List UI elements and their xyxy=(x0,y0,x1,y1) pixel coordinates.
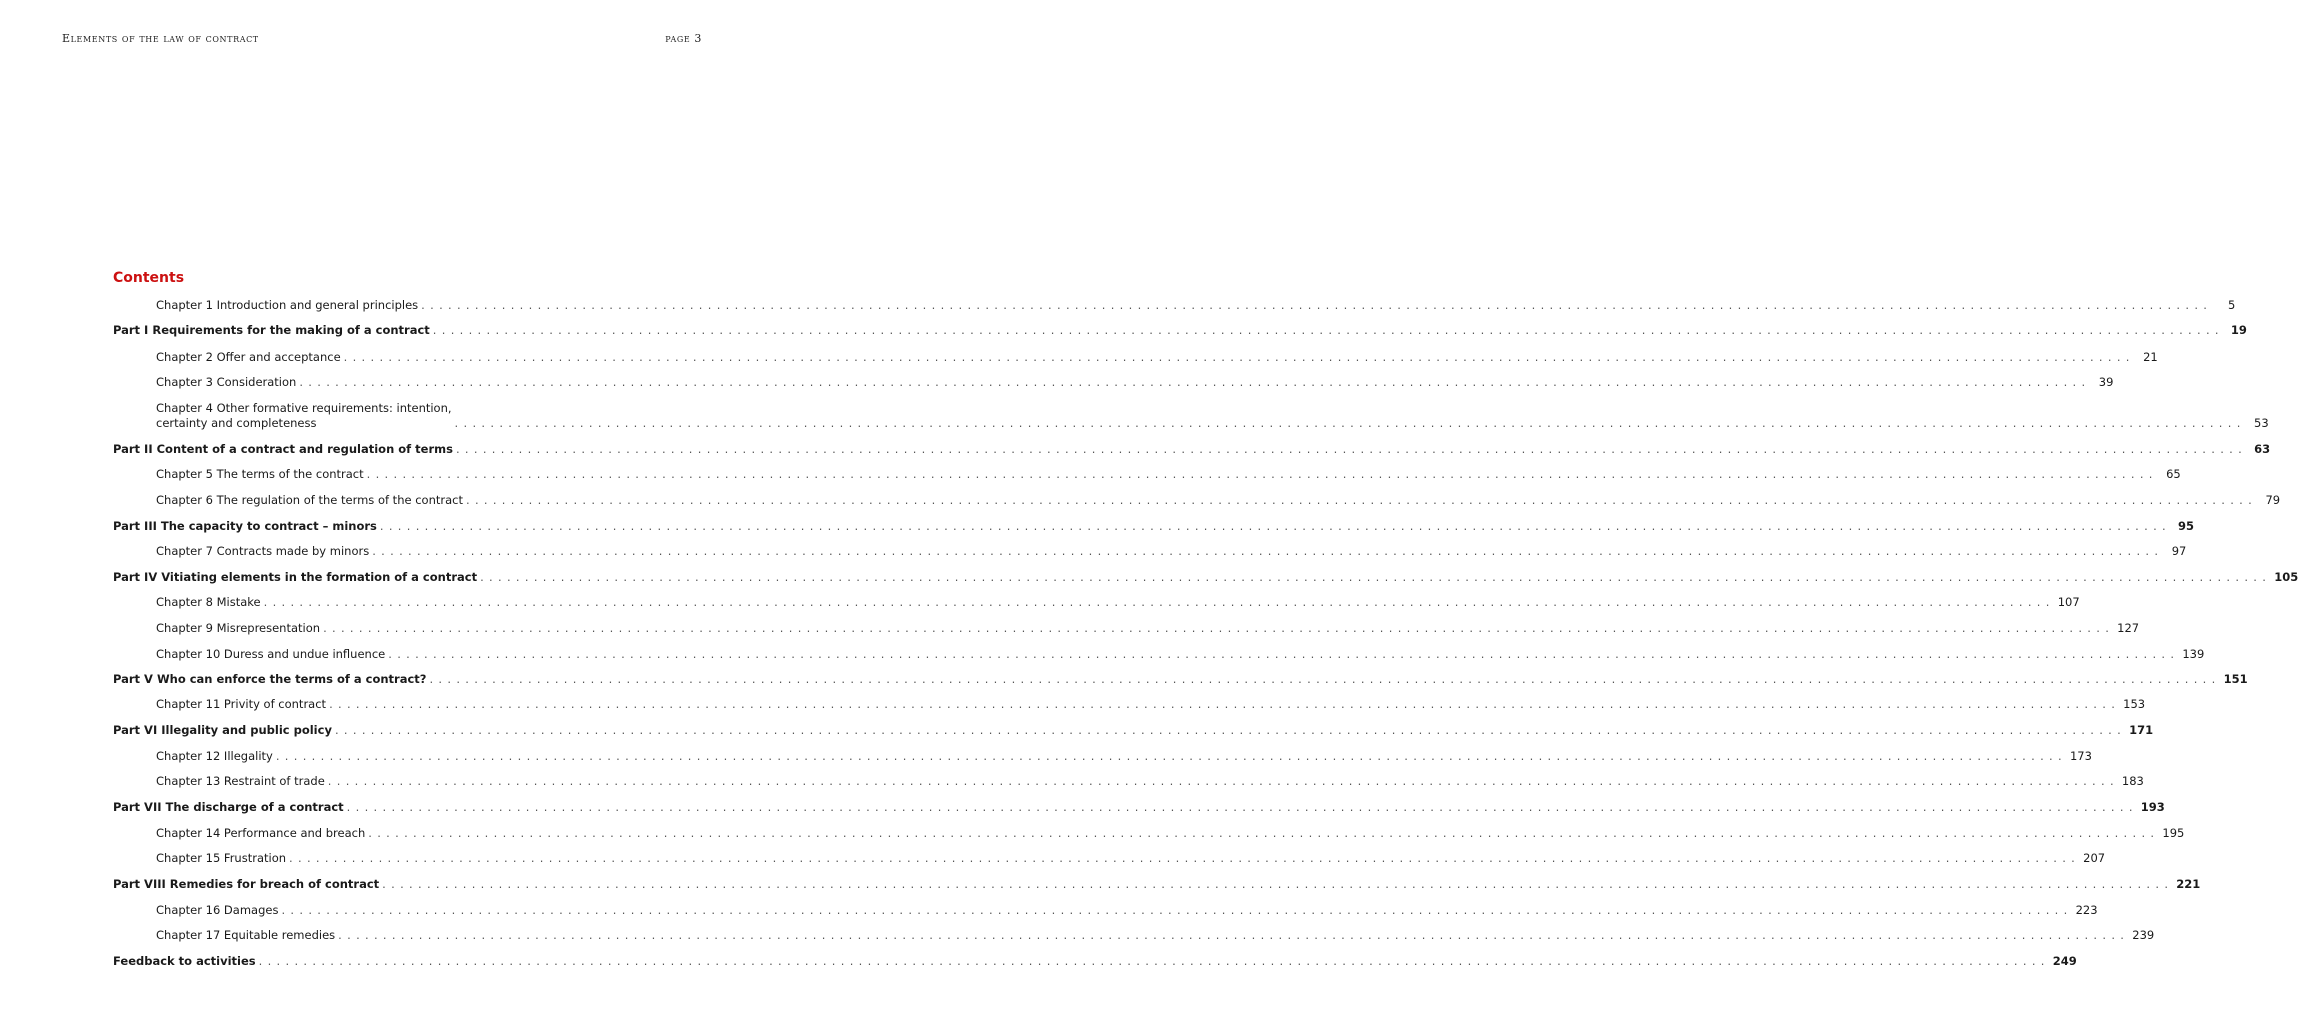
toc-page-number: 239 xyxy=(2132,928,2155,942)
toc-page-number: 173 xyxy=(2069,749,2092,763)
toc-entry-title: Chapter 8 Mistake xyxy=(156,595,261,609)
toc-entry-title: Part III The capacity to contract – minors xyxy=(113,519,377,533)
toc-page-number: 193 xyxy=(2140,800,2165,814)
toc-chapter-entry[interactable] xyxy=(156,851,2106,866)
toc-entry-title: Part VII The discharge of a contract xyxy=(113,800,344,814)
toc-chapter-entry[interactable] xyxy=(156,595,2080,610)
toc-leader-dots: ........................................................................................................................................................................................................ xyxy=(346,800,2138,814)
toc-chapter-entry[interactable] xyxy=(156,467,2181,482)
toc-page-number: 195 xyxy=(2162,826,2185,840)
toc-page-number: 79 xyxy=(2265,493,2281,507)
toc-leader-dots: ........................................................................................................................................................................................................ xyxy=(323,621,2115,635)
toc-entry-title: Chapter 15 Frustration xyxy=(156,851,287,865)
toc-page-number: 223 xyxy=(2075,903,2098,917)
toc-page-number: 107 xyxy=(2057,595,2080,609)
toc-leader-dots: ........................................................................................................................................................................................................ xyxy=(465,493,2258,507)
contents-heading: Contents xyxy=(113,270,185,286)
toc-leader-dots: ........................................................................................................................................................................................................ xyxy=(329,697,2121,711)
toc-page-number: 207 xyxy=(2083,851,2106,865)
toc-entry-title-line1: Chapter 4 Other formative requirements: intention, xyxy=(156,401,452,415)
toc-leader-dots: ........................................................................................................................................................................................................ xyxy=(289,851,2081,865)
toc-entry-title: Part II Content of a contract and regulation of terms xyxy=(113,442,453,456)
toc-leader-dots: ........................................................................................................................................................................................................ xyxy=(432,323,2224,337)
toc-page-number: 39 xyxy=(2098,375,2114,389)
toc-chapter-entry[interactable] xyxy=(156,647,2205,662)
toc-part-entry[interactable] xyxy=(113,723,2154,738)
toc-entry-title: Chapter 2 Offer and acceptance xyxy=(156,350,341,364)
toc-chapter-entry[interactable] xyxy=(156,401,2269,431)
toc-page-number: 95 xyxy=(2177,519,2194,533)
toc-page-number: 65 xyxy=(2166,467,2181,481)
toc-entry-title: Chapter 10 Duress and undue influence xyxy=(156,647,386,661)
toc-part-entry[interactable] xyxy=(113,442,2271,457)
toc-entry-title-line2: certainty and completeness xyxy=(156,416,317,430)
toc-page-number: 139 xyxy=(2182,647,2205,661)
toc-page-number: 249 xyxy=(2052,954,2077,968)
toc-page-number: 153 xyxy=(2123,697,2146,711)
toc-leader-dots: ........................................................................................................................................................................................................ xyxy=(368,826,2160,840)
toc-page-number: 97 xyxy=(2171,544,2187,558)
toc-page-number: 63 xyxy=(2254,442,2271,456)
toc-entry-title: Chapter 6 The regulation of the terms of the contract xyxy=(156,493,463,507)
toc-chapter-entry[interactable] xyxy=(156,928,2155,943)
toc-entry-title: Chapter 5 The terms of the contract xyxy=(156,467,364,481)
toc-chapter-entry[interactable] xyxy=(156,375,2114,390)
toc-leader-dots: ........................................................................................................................................................................................................ xyxy=(263,595,2055,609)
toc-page-number: 127 xyxy=(2117,621,2140,635)
toc-part-entry[interactable] xyxy=(113,672,2248,687)
toc-page-number: 19 xyxy=(2230,323,2247,337)
toc-leader-dots: ........................................................................................................................................................................................................ xyxy=(454,416,2246,430)
toc-chapter-entry[interactable] xyxy=(156,493,2281,508)
toc-entry-title: Chapter 3 Consideration xyxy=(156,375,297,389)
toc-leader-dots: ........................................................................................................................................................................................................ xyxy=(338,928,2130,942)
toc-leader-dots: ........................................................................................................................................................................................................ xyxy=(334,723,2127,737)
toc-part-entry[interactable] xyxy=(113,323,2247,338)
toc-leader-dots: ........................................................................................................................................................................................................ xyxy=(343,350,2135,364)
running-header xyxy=(62,32,702,45)
toc-part-entry[interactable] xyxy=(113,570,2298,585)
toc-part-entry[interactable] xyxy=(113,954,2077,969)
toc-leader-dots: ........................................................................................................................................................................................................ xyxy=(366,467,2158,481)
toc-leader-dots: ........................................................................................................................................................................................................ xyxy=(379,519,2171,533)
toc-leader-dots: ........................................................................................................................................................................................................ xyxy=(275,749,2067,763)
toc-chapter-entry[interactable] xyxy=(156,826,2185,841)
toc-part-entry[interactable] xyxy=(113,800,2165,815)
toc-page-number: 183 xyxy=(2121,774,2144,788)
toc-chapter-entry[interactable] xyxy=(156,350,2158,365)
toc-chapter-entry[interactable] xyxy=(156,749,2092,764)
toc-leader-dots: ........................................................................................................................................................................................................ xyxy=(388,647,2180,661)
toc-part-entry[interactable] xyxy=(113,519,2194,534)
toc-page-number: 151 xyxy=(2223,672,2248,686)
toc-leader-dots: ........................................................................................................................................................................................................ xyxy=(327,774,2119,788)
toc-leader-dots: ........................................................................................................................................................................................................ xyxy=(382,877,2174,891)
toc-leader-dots: ........................................................................................................................................................................................................ xyxy=(421,298,2213,312)
toc-entry-title: Chapter 11 Privity of contract xyxy=(156,697,327,711)
toc-chapter-entry[interactable] xyxy=(156,697,2146,712)
toc-entry-title xyxy=(156,401,452,431)
toc-leader-dots: ........................................................................................................................................................................................................ xyxy=(455,442,2248,456)
toc-chapter-entry[interactable] xyxy=(156,774,2144,789)
toc-page-number: 105 xyxy=(2274,570,2298,584)
running-header-page-number: page 3 xyxy=(665,32,702,45)
toc-leader-dots: ........................................................................................................................................................................................................ xyxy=(281,903,2073,917)
toc-entry-title: Part IV Vitiating elements in the formation of a contract xyxy=(113,570,478,584)
toc-chapter-entry[interactable] xyxy=(156,544,2187,559)
toc-chapter-entry[interactable] xyxy=(156,903,2098,918)
toc-part-entry[interactable] xyxy=(113,877,2201,892)
toc-entry-title: Chapter 9 Misrepresentation xyxy=(156,621,321,635)
toc-entry-title: Chapter 16 Damages xyxy=(156,903,279,917)
toc-page-number: 221 xyxy=(2176,877,2201,891)
toc-entry-title: Part I Requirements for the making of a contract xyxy=(113,323,430,337)
toc-leader-dots: ........................................................................................................................................................................................................ xyxy=(258,954,2050,968)
toc-chapter-entry[interactable] xyxy=(156,621,2140,636)
toc-entry-title: Part V Who can enforce the terms of a contract? xyxy=(113,672,427,686)
toc-leader-dots: ........................................................................................................................................................................................................ xyxy=(299,375,2091,389)
toc-entry-title: Chapter 13 Restraint of trade xyxy=(156,774,325,788)
toc-entry-title: Chapter 14 Performance and breach xyxy=(156,826,366,840)
running-header-title: Elements of the law of contract xyxy=(62,32,259,45)
toc-entry-title: Chapter 7 Contracts made by minors xyxy=(156,544,370,558)
toc-leader-dots: ........................................................................................................................................................................................................ xyxy=(372,544,2164,558)
toc-page-number: 171 xyxy=(2129,723,2154,737)
toc-leader-dots: ........................................................................................................................................................................................................ xyxy=(429,672,2221,686)
toc-entry-title: Chapter 12 Illegality xyxy=(156,749,273,763)
toc-leader-dots: ........................................................................................................................................................................................................ xyxy=(480,570,2272,584)
toc-entry-title: Part VIII Remedies for breach of contract xyxy=(113,877,380,891)
toc-entry-title: Chapter 1 Introduction and general principles xyxy=(156,298,419,312)
toc-entry-title: Feedback to activities xyxy=(113,954,256,968)
toc-page-number: 53 xyxy=(2254,416,2269,430)
toc-page-number: 5 xyxy=(2227,298,2236,312)
toc-chapter-entry[interactable] xyxy=(156,298,2236,313)
toc-entry-title: Chapter 17 Equitable remedies xyxy=(156,928,336,942)
toc-entry-title: Part VI Illegality and public policy xyxy=(113,723,332,737)
toc-page-number: 21 xyxy=(2143,350,2158,364)
